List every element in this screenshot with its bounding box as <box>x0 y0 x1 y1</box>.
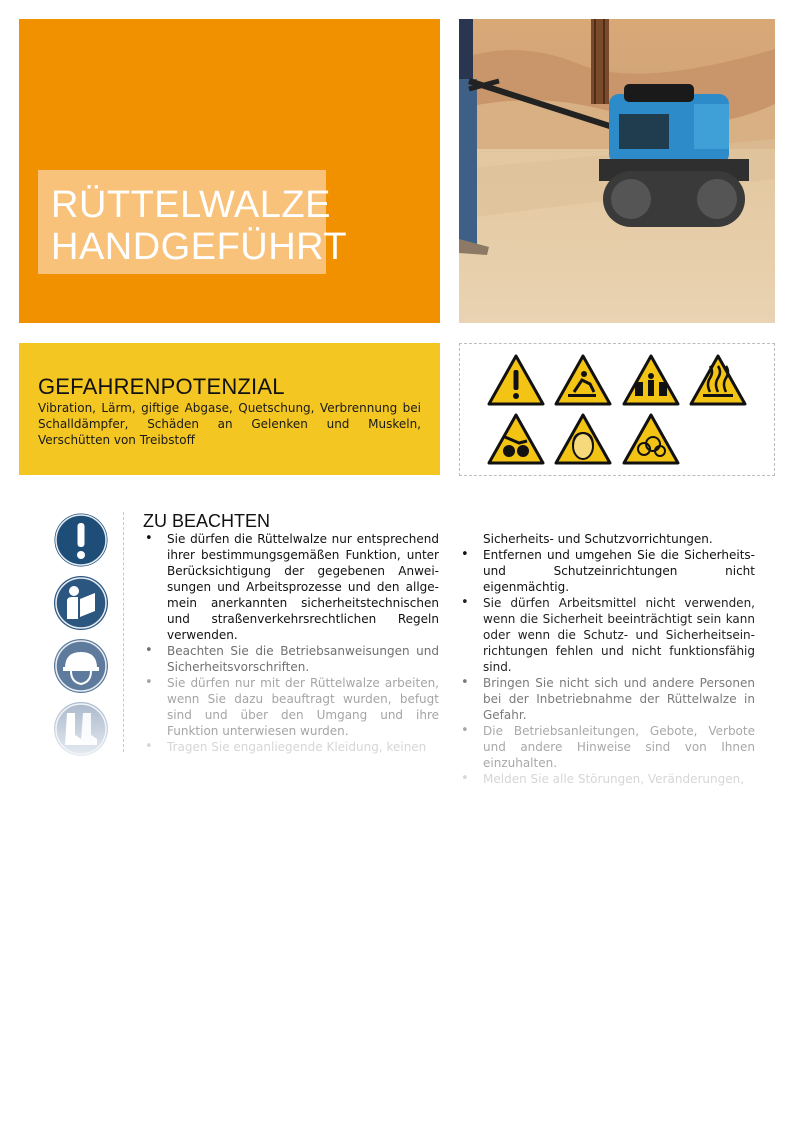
title-line-2: HANDGEFÜHRT <box>51 226 348 268</box>
wear-helmet-icon <box>53 638 109 694</box>
tripping-hazard-icon <box>554 354 612 406</box>
note-item: • Sie dürfen Arbeitsmittel nicht verwenden, wenn die Sicherheit beeinträchtigt sein kann oder wenn die Schutz- und Sicherheitseinrichtungen fehlen und nicht funktionsfähig sind. <box>459 595 755 675</box>
note-item: • Die Betriebsanleitungen, Gebote, Verbote und andere Hinweise sind von Ihnen einzuhalten. <box>459 723 755 771</box>
notes-column-2 <box>459 531 755 786</box>
notes-column-1 <box>143 531 439 753</box>
general-mandatory-icon <box>53 512 109 568</box>
note-item: • Entfernen und umgehen Sie die Sicherheits- und Schutzeinrichtungen nicht eigenmächtig. <box>459 547 755 595</box>
section-divider <box>123 512 124 752</box>
note-item: • Beachten Sie die Betriebsanweisungen und Sicherheitsvorschriften. <box>143 643 439 675</box>
noise-hazard-icon <box>554 413 612 465</box>
note-item: • Tragen Sie enganliegende Kleidung, keinen <box>143 739 439 755</box>
wear-safety-boots-icon <box>53 701 109 757</box>
hand-crush-icon <box>487 413 545 465</box>
general-warning-icon <box>487 354 545 406</box>
note-item: • Sie dürfen die Rüttelwalze nur entsprechend ihrer bestimmungsgemäßen Funktion, unter Berücksichtigung der gegebenen Anweisungen und Arbeitsprozesse und den allgemein anerkannten sicherheitstechnischen und straßenverkehrsrechtlichen Regeln verwenden. <box>143 531 439 643</box>
read-manual-icon <box>53 575 109 631</box>
roller-photo <box>459 19 775 323</box>
notes-title: ZU BEACHTEN <box>143 511 271 531</box>
hot-surface-icon <box>689 354 747 406</box>
note-item: • Bringen Sie nicht sich und andere Personen bei der Inbetriebnahme der Rüttelwalze in Gefahr. <box>459 675 755 723</box>
hazard-panel <box>19 343 440 475</box>
hazard-text: Vibration, Lärm, giftige Abgase, Quetschung, Verbrennung bei Schalldämpfer, Schäden an Gelenken und Muskeln, Verschütten von Treibstoff <box>38 401 421 447</box>
warning-signs-box <box>459 343 775 476</box>
note-continuation: Sicherheits- und Schutzvorrichtungen. <box>483 532 713 546</box>
crushing-hazard-icon <box>622 354 680 406</box>
exhaust-gas-icon <box>622 413 680 465</box>
hazard-title: GEFAHRENPOTENZIAL <box>38 374 285 399</box>
note-item: • Sie dürfen nur mit der Rüttelwalze arbeiten, wenn Sie dazu beauftragt wurden, befugt sind und über den Umgang und ihre Funktion unterwiesen wurden. <box>143 675 439 739</box>
title-box <box>38 170 348 274</box>
note-item: • Melden Sie alle Störungen, Veränderungen, <box>459 771 755 787</box>
title-line-1: RÜTTELWALZE <box>51 184 331 226</box>
